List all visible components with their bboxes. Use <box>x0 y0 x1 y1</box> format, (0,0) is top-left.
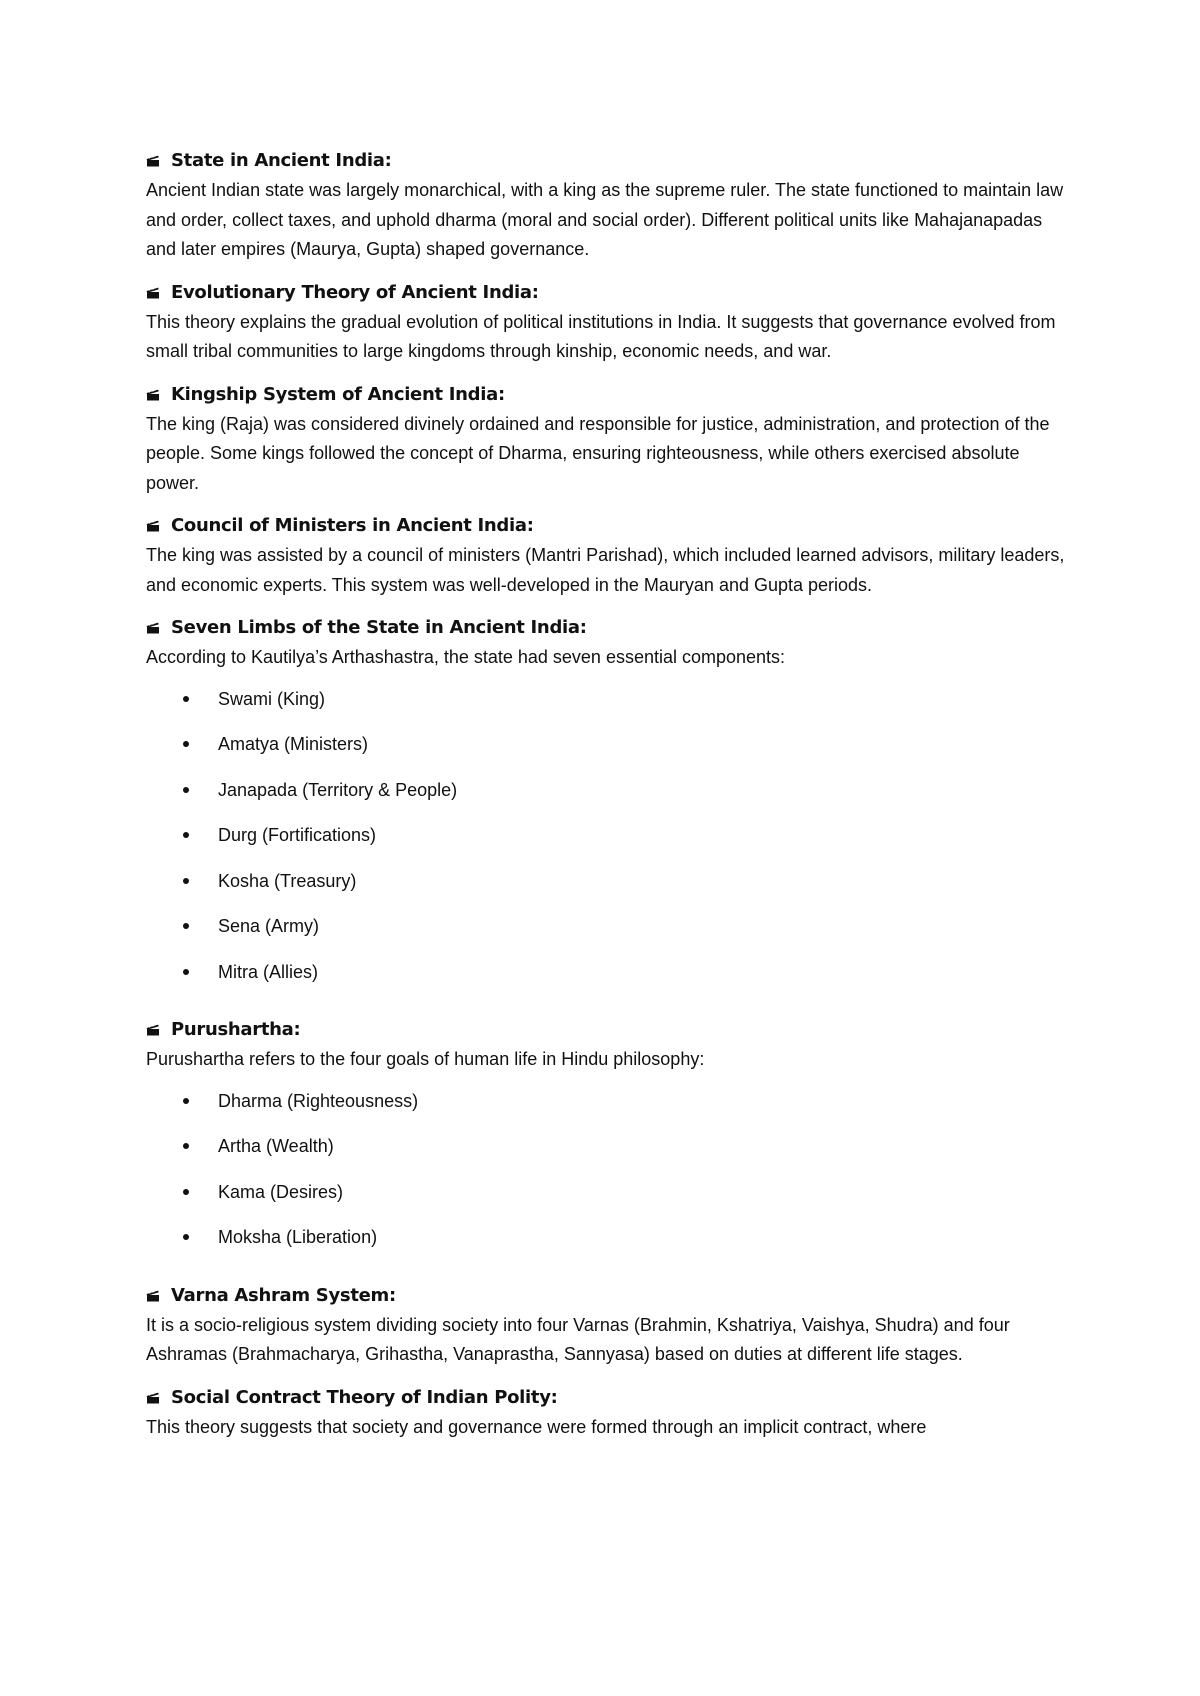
list-item-text: Kama (Desires) <box>218 1181 344 1202</box>
section-3 <box>146 380 1076 499</box>
bullet-dot-icon <box>183 741 189 747</box>
section-heading <box>146 1015 1076 1045</box>
list-item <box>218 866 1076 912</box>
clapperboard-icon <box>146 389 160 401</box>
section-paragraph: According to Kautilya’s Arthashastra, the state had seven essential components: <box>146 647 786 667</box>
list-item-text: Artha (Wealth) <box>218 1136 334 1156</box>
bullet-dot-icon <box>183 923 189 929</box>
list-item <box>218 729 1076 775</box>
list-item-text: Moksha (Liberation) <box>218 1227 378 1247</box>
clapperboard-icon <box>146 1392 160 1404</box>
bullet-dot-icon <box>183 1098 189 1104</box>
list-item <box>218 1086 1076 1132</box>
list-item <box>218 1222 1076 1268</box>
section-heading <box>146 1383 1076 1413</box>
list-item <box>218 911 1076 957</box>
clapperboard-icon <box>146 622 160 634</box>
list-item <box>218 957 1076 1003</box>
bullet-dot-icon <box>183 787 189 793</box>
list-item-text: Janapada (Territory & People) <box>218 779 458 800</box>
clapperboard-icon <box>146 287 160 299</box>
bullet-dot-icon <box>183 969 189 975</box>
bullet-dot-icon <box>183 832 189 838</box>
list-item-text: Dharma (Righteousness) <box>218 1090 419 1111</box>
list-item <box>218 1177 1076 1223</box>
section-heading <box>146 278 1076 308</box>
section-1 <box>146 146 1076 265</box>
bullet-dot-icon <box>183 1189 189 1195</box>
clapperboard-icon <box>146 155 160 167</box>
section-paragraph: Purushartha refers to the four goals of human life in Hindu philosophy: <box>146 1049 705 1069</box>
bullet-list <box>146 1086 1076 1268</box>
section-8 <box>146 1383 1076 1443</box>
section-paragraph: This theory explains the gradual evolution of political institutions in India. It suggests that governance evolved from small tribal communities to large kingdoms through kinship, economic needs, and war. <box>146 311 1056 361</box>
list-item <box>218 820 1076 866</box>
section-paragraph: Ancient Indian state was largely monarchical, with a king as the supreme ruler. The state functioned to maintain law and order, collect taxes, and uphold dharma (moral and social order). Different political units like Mahajanapadas and later empires (Maurya, Gupta) shaped governance. <box>146 180 1064 259</box>
bullet-dot-icon <box>183 696 189 702</box>
section-7 <box>146 1281 1076 1370</box>
section-paragraph: The king (Raja) was considered divinely ordained and responsible for justice, administration, and protection of the people. Some kings followed the concept of Dharma, ensuring righteousness, while others exercised absolute power. <box>146 413 1050 493</box>
section-heading <box>146 613 1076 643</box>
section-6 <box>146 1015 1076 1268</box>
clapperboard-icon <box>146 520 160 532</box>
section-2 <box>146 278 1076 367</box>
clapperboard-icon <box>146 1290 160 1302</box>
section-5 <box>146 613 1076 1002</box>
list-item-text: Durg (Fortifications) <box>218 825 377 845</box>
bullet-list <box>146 684 1076 1003</box>
bullet-dot-icon <box>183 878 189 884</box>
list-item-text: Kosha (Treasury) <box>218 870 357 891</box>
section-paragraph: It is a socio-religious system dividing society into four Varnas (Brahmin, Kshatriya, Vaishya, Shudra) and four Ashramas (Brahmacharya, Grihastha, Vanaprastha, Sannyasa) based on duties at different life stages. <box>146 1314 1010 1364</box>
section-paragraph: The king was assisted by a council of ministers (Mantri Parishad), which included learned advisors, military leaders, and economic experts. This system was well-developed in the Mauryan and Gupta periods. <box>146 545 1065 595</box>
bullet-dot-icon <box>183 1234 189 1240</box>
section-heading-text: Social Contract Theory of Indian Polity: <box>171 1386 558 1408</box>
section-heading-text: State in Ancient India: <box>171 150 392 171</box>
section-heading-text: Kingship System of Ancient India: <box>171 383 505 405</box>
section-heading-text: Purushartha: <box>171 1019 301 1040</box>
section-4 <box>146 511 1076 600</box>
clapperboard-icon <box>146 1024 160 1036</box>
section-heading <box>146 380 1076 410</box>
list-item <box>218 684 1076 730</box>
list-item <box>218 775 1076 821</box>
section-heading-text: Council of Ministers in Ancient India: <box>171 515 534 536</box>
section-heading-text: Seven Limbs of the State in Ancient India: <box>171 617 587 638</box>
section-heading <box>146 146 1076 176</box>
list-item-text: Swami (King) <box>218 688 326 709</box>
section-heading-text: Evolutionary Theory of Ancient India: <box>171 281 539 303</box>
bullet-dot-icon <box>183 1143 189 1149</box>
list-item <box>218 1131 1076 1177</box>
section-heading-text: Varna Ashram System: <box>171 1284 396 1306</box>
list-item-text: Sena (Army) <box>218 916 320 936</box>
section-heading <box>146 1281 1076 1311</box>
list-item-text: Amatya (Ministers) <box>218 734 369 754</box>
section-paragraph: This theory suggests that society and governance were formed through an implicit contract, where <box>146 1416 927 1437</box>
list-item-text: Mitra (Allies) <box>218 961 319 982</box>
document-body <box>146 146 1076 1442</box>
section-heading <box>146 511 1076 541</box>
